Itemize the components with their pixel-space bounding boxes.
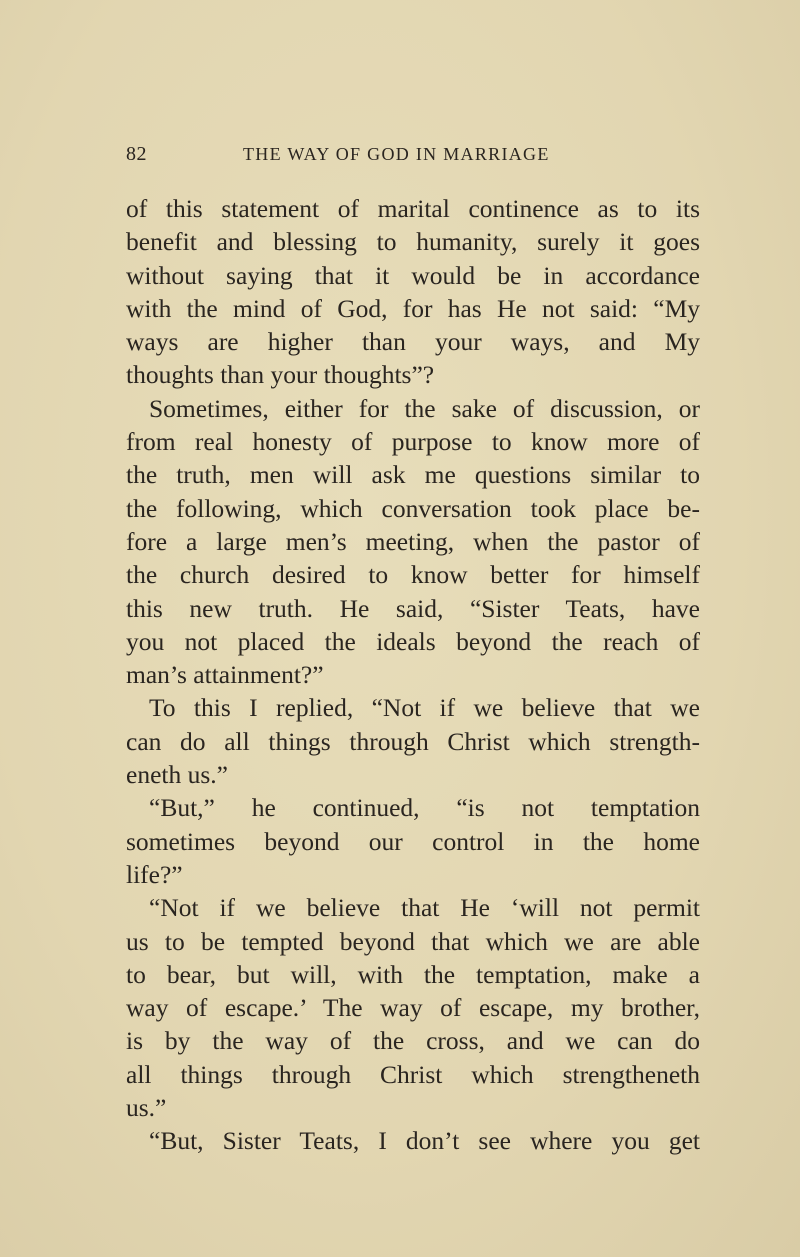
- text-line: To this I replied, “Not if we believe that we: [149, 693, 700, 723]
- text-line: to bear, but will, with the temptation, make a: [126, 959, 700, 989]
- text-line: fore a large men’s meeting, when the pastor of: [126, 526, 700, 556]
- text-line: man’s attainment?”: [126, 660, 324, 690]
- text-line: from real honesty of purpose to know more of: [126, 427, 700, 457]
- text-line: you not placed the ideals beyond the reach of: [126, 626, 700, 656]
- running-head: [126, 143, 696, 173]
- text-line: all things through Christ which strengtheneth: [126, 1059, 700, 1089]
- text-line: life?”: [126, 859, 183, 889]
- text-line: Sometimes, either for the sake of discussion, or: [149, 393, 700, 423]
- text-line: this new truth. He said, “Sister Teats, have: [126, 593, 700, 623]
- text-line: us.”: [126, 1093, 167, 1123]
- text-line: thoughts than your thoughts”?: [126, 360, 435, 390]
- text-line: benefit and blessing to humanity, surely it goes: [126, 227, 700, 257]
- text-line: ways are higher than your ways, and My: [126, 327, 700, 357]
- text-line: without saying that it would be in accordance: [126, 260, 700, 290]
- text-line: sometimes beyond our control in the home: [126, 826, 700, 856]
- text-line: “But, Sister Teats, I don’t see where you get: [149, 1126, 700, 1156]
- body-text: [126, 192, 700, 1158]
- text-line: way of escape.’ The way of escape, my brother,: [126, 993, 700, 1023]
- running-title: THE WAY OF GOD IN MARRIAGE: [243, 144, 550, 164]
- text-line: us to be tempted beyond that which we are able: [126, 926, 700, 956]
- text-line: eneth us.”: [126, 760, 228, 790]
- text-line: with the mind of God, for has He not said: “My: [126, 293, 700, 323]
- text-line: of this statement of marital continence as to its: [126, 194, 700, 223]
- text-line: is by the way of the cross, and we can do: [126, 1026, 700, 1056]
- text-line: the truth, men will ask me questions similar to: [126, 460, 700, 490]
- page-number: 82: [126, 143, 147, 165]
- text-line: “Not if we believe that He ‘will not permit: [149, 893, 700, 923]
- text-line: can do all things through Christ which strength-: [126, 726, 700, 756]
- text-line: the following, which conversation took place be-: [126, 493, 700, 523]
- text-line: “But,” he continued, “is not temptation: [149, 793, 700, 823]
- text-line: the church desired to know better for himself: [126, 560, 700, 590]
